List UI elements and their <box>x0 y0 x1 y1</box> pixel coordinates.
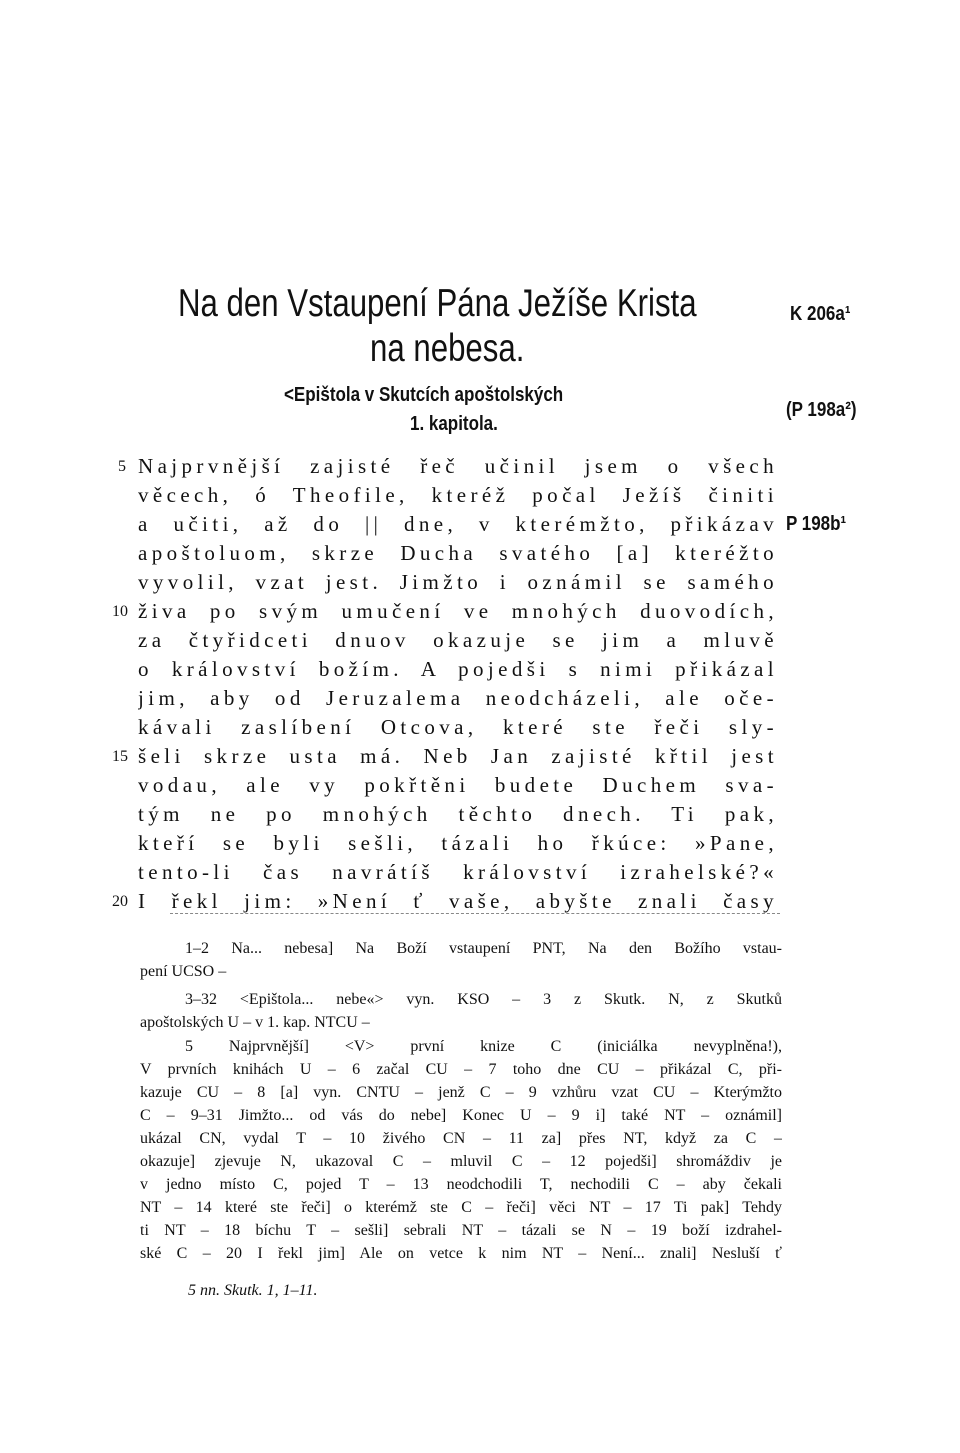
text-line: kávali zaslíbení Otcova, které ste řeči sly- <box>138 715 778 739</box>
line-number: 15 <box>112 748 128 765</box>
apparatus-line: 5 Najprvnější] <V> první knize C (iniciálka nevyplněna!), <box>185 1038 782 1055</box>
page-title-line-2: na nebesa. <box>370 327 525 370</box>
apparatus-line: v jedno místo C, pojed T – 13 neodchodili T, nechodili C – aby čekali <box>140 1176 782 1193</box>
text-line: vyvolil, vzat jest. Jimžto i oznámil se samého <box>138 570 778 594</box>
subtitle-line-2: 1. kapitola. <box>410 413 498 435</box>
apparatus-line: C – 9–31 Jimžto... od vás do nebe] Konec U – 9 i] také NT – oznámil] <box>140 1107 782 1124</box>
text-line: živa po svým umučení ve mnohých duovodích, <box>138 599 778 623</box>
line-number: 5 <box>118 458 126 475</box>
text-line: šeli skrze usta má. Neb Jan zajisté křtil jest <box>138 744 778 768</box>
apparatus-line: 3–32 <Epištola... nebe«> vyn. KSO – 3 z Skutk. N, z Skutků <box>185 991 782 1008</box>
text-line: vodau, ale vy pokřtěni budete Duchem sva- <box>138 773 778 797</box>
text-line: Najprvnější zajisté řeč učinil jsem o všech <box>138 454 778 478</box>
apparatus-line: ukázal CN, vydal T – 10 živého CN – 11 za] přes NT, když za C – <box>140 1130 782 1147</box>
apparatus-line: ti NT – 18 bíchu T – sešli] sebrali NT – tázali se N – 19 boží izdrahel- <box>140 1222 782 1239</box>
text-line: apoštoluom, skrze Ducha svatého [a] kteréžto <box>138 541 778 565</box>
text-line: I řekl jim: »Není ť vaše, abyšte znali časy <box>138 889 778 913</box>
siglum-p-198a2: (P 198a²) <box>786 399 857 421</box>
apparatus-line: kazuje CU – 8 [a] vyn. CNTU – jenž C – 9 vzhůru vzat CU – Kterýmžto <box>140 1084 782 1101</box>
apparatus-line: ské C – 20 I řekl jim] Ale on vetce k nim NT – Není... znali] Nesluší ť <box>140 1245 782 1262</box>
apparatus-line: pení UCSO – <box>140 963 227 980</box>
text-line: jim, aby od Jeruzalema neodcházeli, ale oče- <box>138 686 778 710</box>
apparatus-line: NT – 14 které ste řeči] o kterémž ste C – řeči] věci NT – 17 Ti pak] Tehdy <box>140 1199 782 1216</box>
text-line: tento-li čas navrátíš království izrahelské?« <box>138 860 778 884</box>
apparatus-line: V prvních knihách U – 6 začal CU – 7 toho dne CU – přikázal C, při- <box>140 1061 782 1078</box>
text-line: věcech, ó Theofile, kteréž počal Ježíš činiti <box>138 483 778 507</box>
line-number: 10 <box>112 603 128 620</box>
apparatus-line: apoštolských U – v 1. kap. NTCU – <box>140 1014 370 1031</box>
subtitle-line-1: <Epištola v Skutcích apoštolských <box>284 384 564 406</box>
text-line: tým ne po mnohých těchto dnech. Ti pak, <box>138 802 778 826</box>
text-line: a učiti, až do || dne, v kterémžto, přikázav <box>138 512 778 536</box>
line-number: 20 <box>112 893 128 910</box>
siglum-p-198b1: P 198b¹ <box>786 513 847 535</box>
page-title-line-1: Na den Vstaupení Pána Ježíše Krista <box>178 282 697 325</box>
siglum-k: K 206a¹ <box>790 303 851 325</box>
apparatus-line: okazuje] zjevuje N, ukazoval C – mluvil C – 12 pojedši] shromáždiv je <box>140 1153 782 1170</box>
scripture-reference: 5 nn. Skutk. 1, 1–11. <box>188 1282 318 1299</box>
footnote-divider <box>170 913 780 914</box>
apparatus-line: 1–2 Na... nebesa] Na Boží vstaupení PNT, Na den Božího vstau- <box>185 940 782 957</box>
text-line: kteří se byli sešli, tázali ho řkúce: »Pane, <box>138 831 778 855</box>
text-line: o království božím. A pojedši s nimi přikázal <box>138 657 778 681</box>
text-line: za čtyřidceti dnuov okazuje se jim a mluvě <box>138 628 778 652</box>
